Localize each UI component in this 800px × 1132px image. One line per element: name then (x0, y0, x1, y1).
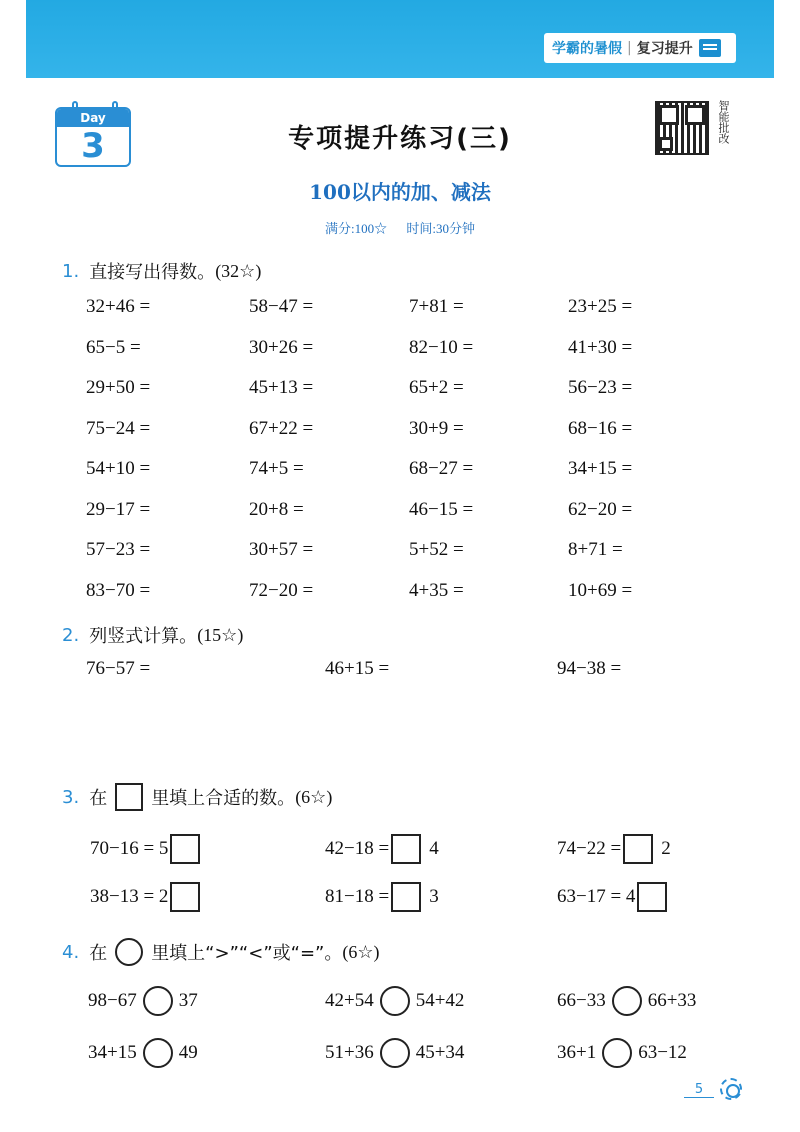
oral-calc-problem: 8+71 = (568, 539, 623, 560)
compare-circle[interactable] (143, 986, 173, 1016)
compare-circle[interactable] (602, 1038, 632, 1068)
oral-calc-problem: 65+2 = (409, 377, 464, 398)
compare-right: 63−12 (638, 1042, 687, 1063)
fill-in-problem (557, 882, 675, 912)
answer-box[interactable] (637, 882, 667, 912)
compare-left: 51+36 (325, 1042, 374, 1063)
oral-calc-problem: 67+22 = (249, 417, 314, 439)
compare-problem (88, 1038, 198, 1068)
compare-circle[interactable] (380, 1038, 410, 1068)
oral-calc-problem: 29+50 = (86, 377, 151, 398)
oral-calc-problem: 83−70 = (86, 579, 151, 601)
compare-right: 37 (178, 990, 198, 1011)
answer-box-icon (115, 783, 143, 811)
compare-circle-icon (115, 938, 143, 966)
compare-left: 66−33 (557, 990, 606, 1011)
series-separator: | (627, 40, 632, 56)
section-score: (6☆) (295, 786, 333, 807)
series-part1: 学霸的暑假 (552, 41, 622, 57)
section-number: 1. (62, 260, 80, 282)
oral-calc-problem: 30+9 = (409, 417, 464, 439)
oral-calc-problem: 65−5 = (86, 336, 141, 358)
oral-calc-problem: 58−47 = (249, 296, 314, 317)
section-text-after: 里填上合适的数。 (151, 788, 296, 809)
score-time-info (0, 218, 800, 237)
oral-calc-problem: 75−24 = (86, 417, 151, 439)
section-text-after: 里填上“>”“<”或“=”。 (151, 943, 343, 964)
section-2-heading (62, 622, 243, 648)
section-text: 直接写出得数。 (89, 262, 216, 283)
compare-left: 42+54 (325, 990, 374, 1011)
page-title: 专项提升练习(三) (288, 124, 512, 154)
compare-problem (325, 1038, 464, 1068)
compare-right: 54+42 (415, 990, 465, 1011)
oral-calc-problem: 54+10 = (86, 458, 151, 479)
equation-text: 74−22 = (557, 838, 622, 859)
sun-icon (720, 1078, 742, 1100)
section-number: 4. (62, 941, 80, 963)
oral-calc-problem: 7+81 = (409, 296, 464, 317)
oral-calc-problem: 41+30 = (568, 336, 633, 358)
compare-left: 36+1 (557, 1042, 597, 1063)
oral-calc-problem: 68−27 = (409, 458, 474, 479)
answer-box[interactable] (391, 834, 421, 864)
section-3-heading (62, 783, 332, 811)
compare-right: 45+34 (415, 1042, 465, 1063)
equation-text: 38−13 = 2 (90, 886, 169, 907)
compare-circle[interactable] (612, 986, 642, 1016)
equation-suffix: 3 (429, 886, 439, 907)
fill-in-problem (557, 834, 671, 864)
oral-calc-problem: 56−23 = (568, 377, 633, 398)
oral-calc-problem: 20+8 = (249, 498, 304, 520)
section-score: (15☆) (197, 624, 244, 645)
page-number: 5 (684, 1082, 714, 1098)
qr-side-text: 智能批改 (717, 100, 730, 144)
compare-problem (557, 1038, 687, 1068)
compare-problem (557, 986, 696, 1016)
section-score: (6☆) (342, 941, 380, 962)
oral-calc-problem: 29−17 = (86, 498, 151, 520)
day-label: Day (57, 109, 129, 127)
series-label (544, 33, 736, 63)
oral-calc-problem: 82−10 = (409, 336, 474, 358)
compare-right: 49 (178, 1042, 198, 1063)
time-limit: 时间:30分钟 (406, 221, 475, 236)
oral-calc-problem: 62−20 = (568, 498, 633, 520)
compare-problem (88, 986, 198, 1016)
equation-text: 81−18 = (325, 886, 390, 907)
oral-calc-problem: 10+69 = (568, 579, 633, 601)
book-icon (699, 39, 721, 57)
compare-left: 98−67 (88, 990, 137, 1011)
vertical-calc-problem: 94−38 = (557, 658, 622, 679)
oral-calc-problem: 34+15 = (568, 458, 633, 479)
oral-calc-problem: 68−16 = (568, 417, 633, 439)
section-1-heading (62, 258, 261, 284)
oral-calc-problem: 30+57 = (249, 539, 314, 560)
oral-calc-problem: 5+52 = (409, 539, 464, 560)
fill-in-problem (325, 882, 439, 912)
oral-calc-problem: 46−15 = (409, 498, 474, 520)
oral-calc-problem: 57−23 = (86, 539, 151, 560)
vertical-calc-problem: 46+15 = (325, 658, 390, 679)
compare-circle[interactable] (380, 986, 410, 1016)
compare-right: 66+33 (647, 990, 697, 1011)
equation-suffix: 2 (661, 838, 671, 859)
oral-calc-problem: 32+46 = (86, 296, 151, 317)
section-number: 3. (62, 786, 80, 808)
section-4-heading (62, 938, 380, 966)
equation-text: 63−17 = 4 (557, 886, 636, 907)
oral-calc-problem: 45+13 = (249, 377, 314, 398)
compare-problem (325, 986, 464, 1016)
section-text: 列竖式计算。 (89, 626, 198, 647)
oral-calc-problem: 23+25 = (568, 296, 633, 317)
fill-in-problem (325, 834, 439, 864)
equation-suffix: 4 (429, 838, 439, 859)
oral-calc-problem: 4+35 = (409, 579, 464, 601)
answer-box[interactable] (170, 882, 200, 912)
oral-calc-problem: 72−20 = (249, 579, 314, 601)
vertical-calc-problem: 76−57 = (86, 658, 151, 679)
section-number: 2. (62, 624, 80, 646)
section-score: (32☆) (215, 260, 262, 281)
qr-code-icon[interactable] (655, 101, 709, 155)
day-number: 3 (81, 126, 105, 166)
page-subtitle: 100以内的加、减法 (309, 180, 491, 204)
series-part2: 复习提升 (636, 41, 693, 57)
equation-text: 70−16 = 5 (90, 838, 169, 859)
answer-box[interactable] (391, 882, 421, 912)
answer-box[interactable] (623, 834, 653, 864)
section-text-before: 在 (89, 788, 108, 809)
compare-circle[interactable] (143, 1038, 173, 1068)
compare-left: 34+15 (88, 1042, 137, 1063)
full-score: 满分:100☆ (325, 221, 388, 236)
fill-in-problem (90, 834, 208, 864)
section-text-before: 在 (89, 943, 108, 964)
oral-calc-problem: 30+26 = (249, 336, 314, 358)
equation-text: 42−18 = (325, 838, 390, 859)
oral-calc-problem: 74+5 = (249, 458, 304, 479)
answer-box[interactable] (170, 834, 200, 864)
fill-in-problem (90, 882, 208, 912)
